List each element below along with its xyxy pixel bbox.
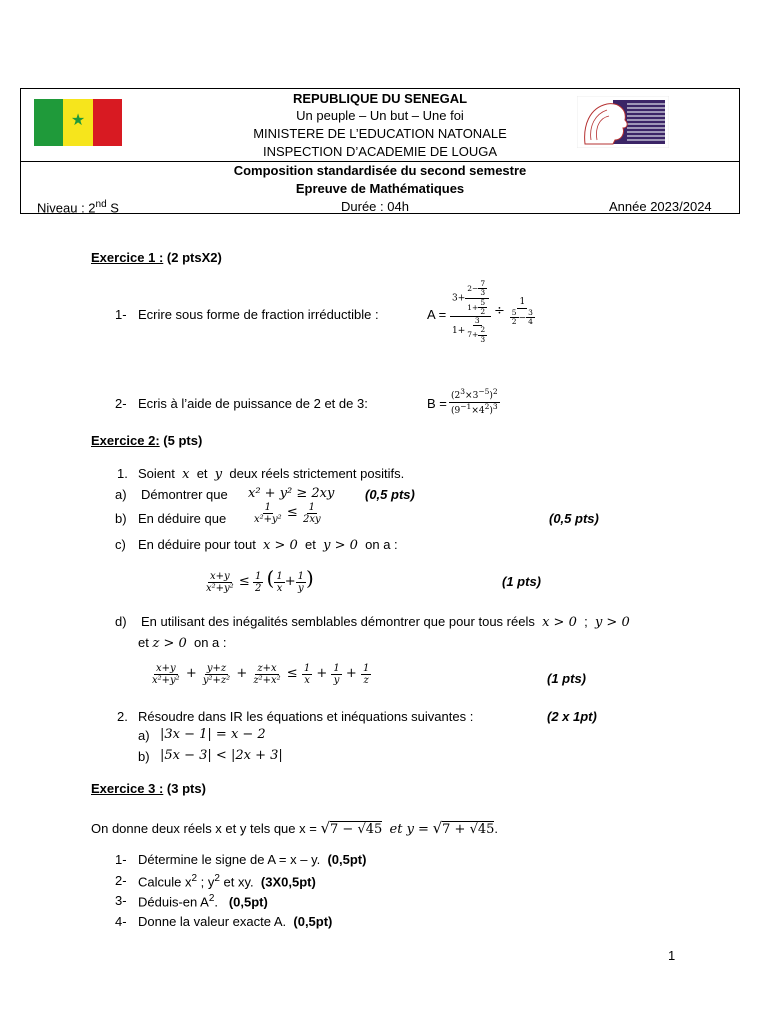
eq-b-label: b) (138, 749, 150, 764)
ex1-q1-num: 1- (115, 307, 127, 322)
republic-title: REPUBLIQUE DU SENEGAL (292, 91, 468, 106)
ex2-c-points: (1 pts) (502, 574, 541, 589)
page-number: 1 (668, 948, 676, 963)
ex3-intro: On donne deux réels x et y tels que x = √7 − √45 et y = √7 + √45. (91, 819, 499, 837)
ex3-q2-num: 2- (115, 873, 127, 888)
eq-a: |3x − 1| = x − 2 (160, 727, 266, 742)
ex2-s2-num: 2. (117, 709, 128, 724)
annee: Année 2023/2024 (609, 199, 712, 214)
ex2-a-points: (0,5 pts) (365, 487, 415, 502)
ex2-d-inequality: $\frac{x+y}{\text{x²+y²}}$ + $\frac{y+z}{\text{y²+z²}}$ + $\frac{z+x}{\text{z²+x²}}$ ≤ $\frac{1}{x}$ + $\frac{1}{y}$ + $\frac{1}{z}$ (152, 663, 370, 686)
ex3-heading: Exercice 3 : (3 pts) (91, 781, 206, 796)
ex2-s1-statement: Soient x et y deux réels strictement positifs. (138, 466, 405, 482)
ex1-q2-num: 2- (115, 396, 127, 411)
ex2-a-label: a) (115, 487, 127, 502)
ex2-d-statement: En utilisant des inégalités semblables démontrer que pour tous réels x > 0 ; y > 0 (141, 614, 630, 630)
ex2-s1-num: 1. (117, 466, 128, 481)
ex2-d-label: d) (115, 614, 127, 629)
ex3-q1: Détermine le signe de A = x – y. (0,5pt) (138, 852, 367, 867)
composition-title: Composition standardisée du second semestre (233, 163, 527, 178)
ministry: MINISTERE DE L’EDUCATION NATONALE (253, 126, 507, 141)
ex2-c-label: c) (115, 537, 126, 552)
ex2-heading: Exercice 2: (5 pts) (91, 433, 203, 448)
ex2-s2-text: Résoudre dans IR les équations et inéquations suivantes : (138, 709, 474, 724)
expression-B: $\frac{(2^3\times 3^{-5})^2}{(9^{-1}\times 4^2)^3}$ (451, 387, 498, 416)
ex1-A-label: A = (427, 307, 447, 322)
ex1-B-label: B = (427, 396, 447, 411)
exam-header (20, 88, 740, 214)
ex3-q4: Donne la valeur exacte A. (0,5pt) (138, 914, 333, 929)
ex2-a-text: Démontrer que (141, 487, 228, 502)
ex2-d-statement-cont: et z > 0 on a : (138, 635, 227, 651)
ex3-q3: Déduis-en $A^2$. (0,5pt) (138, 893, 268, 910)
ex3-q3-num: 3- (115, 893, 127, 908)
ex2-b-text: En déduire que (138, 511, 227, 526)
eq-a-label: a) (138, 728, 150, 743)
ex2-b-math: $\frac{1}{\text{x²+y²}}$ ≤ $\frac{1}{2xy}$ (254, 502, 321, 525)
ex2-c-inequality: $\frac{x+y}{\text{x²+y²}}$ ≤ $\frac{1}{2}$ ( $\frac{1}{x}$ + $\frac{1}{y}$ ) (206, 566, 314, 594)
ex3-q1-num: 1- (115, 852, 127, 867)
niveau: Niveau : 2nd S (37, 199, 119, 216)
eq-b: |5x − 3| < |2x + 3| (160, 748, 283, 763)
ex2-b-points: (0,5 pts) (549, 511, 599, 526)
ex3-q2: Calcule $x^2$ ; $y^2$ et xy. (3X0,5pt) (138, 873, 316, 890)
star-icon: ★ (70, 110, 86, 129)
epreuve-title: Epreuve de Mathématiques (295, 181, 465, 196)
ex1-heading: Exercice 1 : (2 ptsX2) (91, 250, 222, 265)
expression-A: 3+ 2− $\frac{7}{3}$ 1+ $\frac{5}{2}$ 1+ 3 7+ $\frac{2}{3}$ ÷ 1 $\frac{5}{2}$ − $\frac{3}{4}$ (452, 279, 533, 344)
ex2-c-statement: En déduire pour tout x > 0 et y > 0 on a : (138, 537, 398, 553)
ex2-a-math: x² + y² ≥ 2xy (248, 486, 335, 501)
motto: Un peuple – Un but – Une foi (296, 108, 464, 123)
inspection: INSPECTION D’ACADEMIE DE LOUGA (262, 144, 498, 159)
ex1-q2-text: Ecris à l’aide de puissance de 2 et de 3: (138, 396, 368, 411)
ex2-s2-points: (2 x 1pt) (547, 709, 597, 724)
duree: Durée : 04h (341, 199, 409, 214)
ex2-b-label: b) (115, 511, 127, 526)
ex3-q4-num: 4- (115, 914, 127, 929)
ex1-q1-text: Ecrire sous forme de fraction irréductible : (138, 307, 379, 322)
ex2-d-points: (1 pts) (547, 671, 586, 686)
